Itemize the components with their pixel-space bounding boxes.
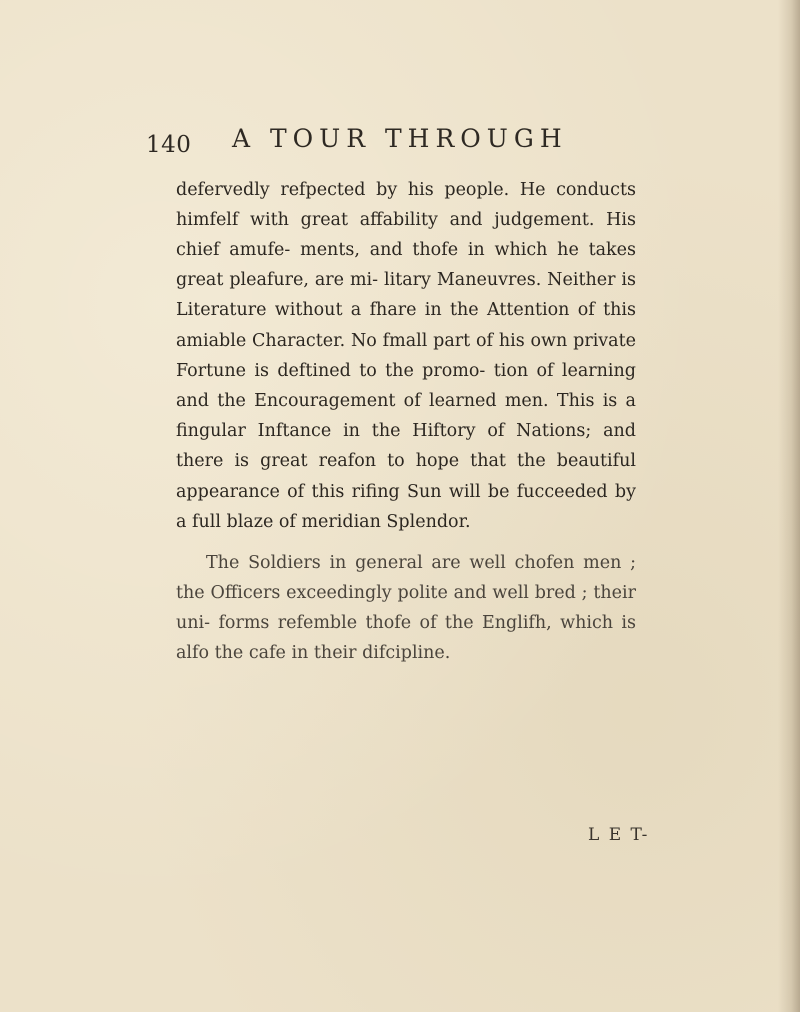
- running-head: A TOUR THROUGH: [232, 124, 568, 153]
- page-edge-shadow: [778, 0, 800, 1012]
- page-header: [146, 118, 666, 158]
- body-paragraph: defervedly refpected by his people. He conducts himfelf with great affability and judgement. His chief amufe- ments, and thofe in which he takes great pleafure, are mi- litary Maneuvres. Neither is Literature without a fhare in the Attention of this amiable Character. No fmall part of his own private Fortune is deftined to the promo- tion of learning and the Encouragement of learned men. This is a fingular Inftance in the Hiftory of Nations; and there is great reafon to hope that the beautiful appearance of this rifing Sun will be fucceeded by a full blaze of meridian Splendor.: [176, 179, 636, 532]
- catchword: L E T-: [588, 825, 650, 845]
- body-paragraph: The Soldiers in general are well chofen men ; the Officers exceedingly polite and well bred ; their uni- forms refemble thofe of the Englifh, which is alfo the cafe in their difcipline.: [176, 552, 636, 664]
- page-number: 140: [146, 132, 192, 158]
